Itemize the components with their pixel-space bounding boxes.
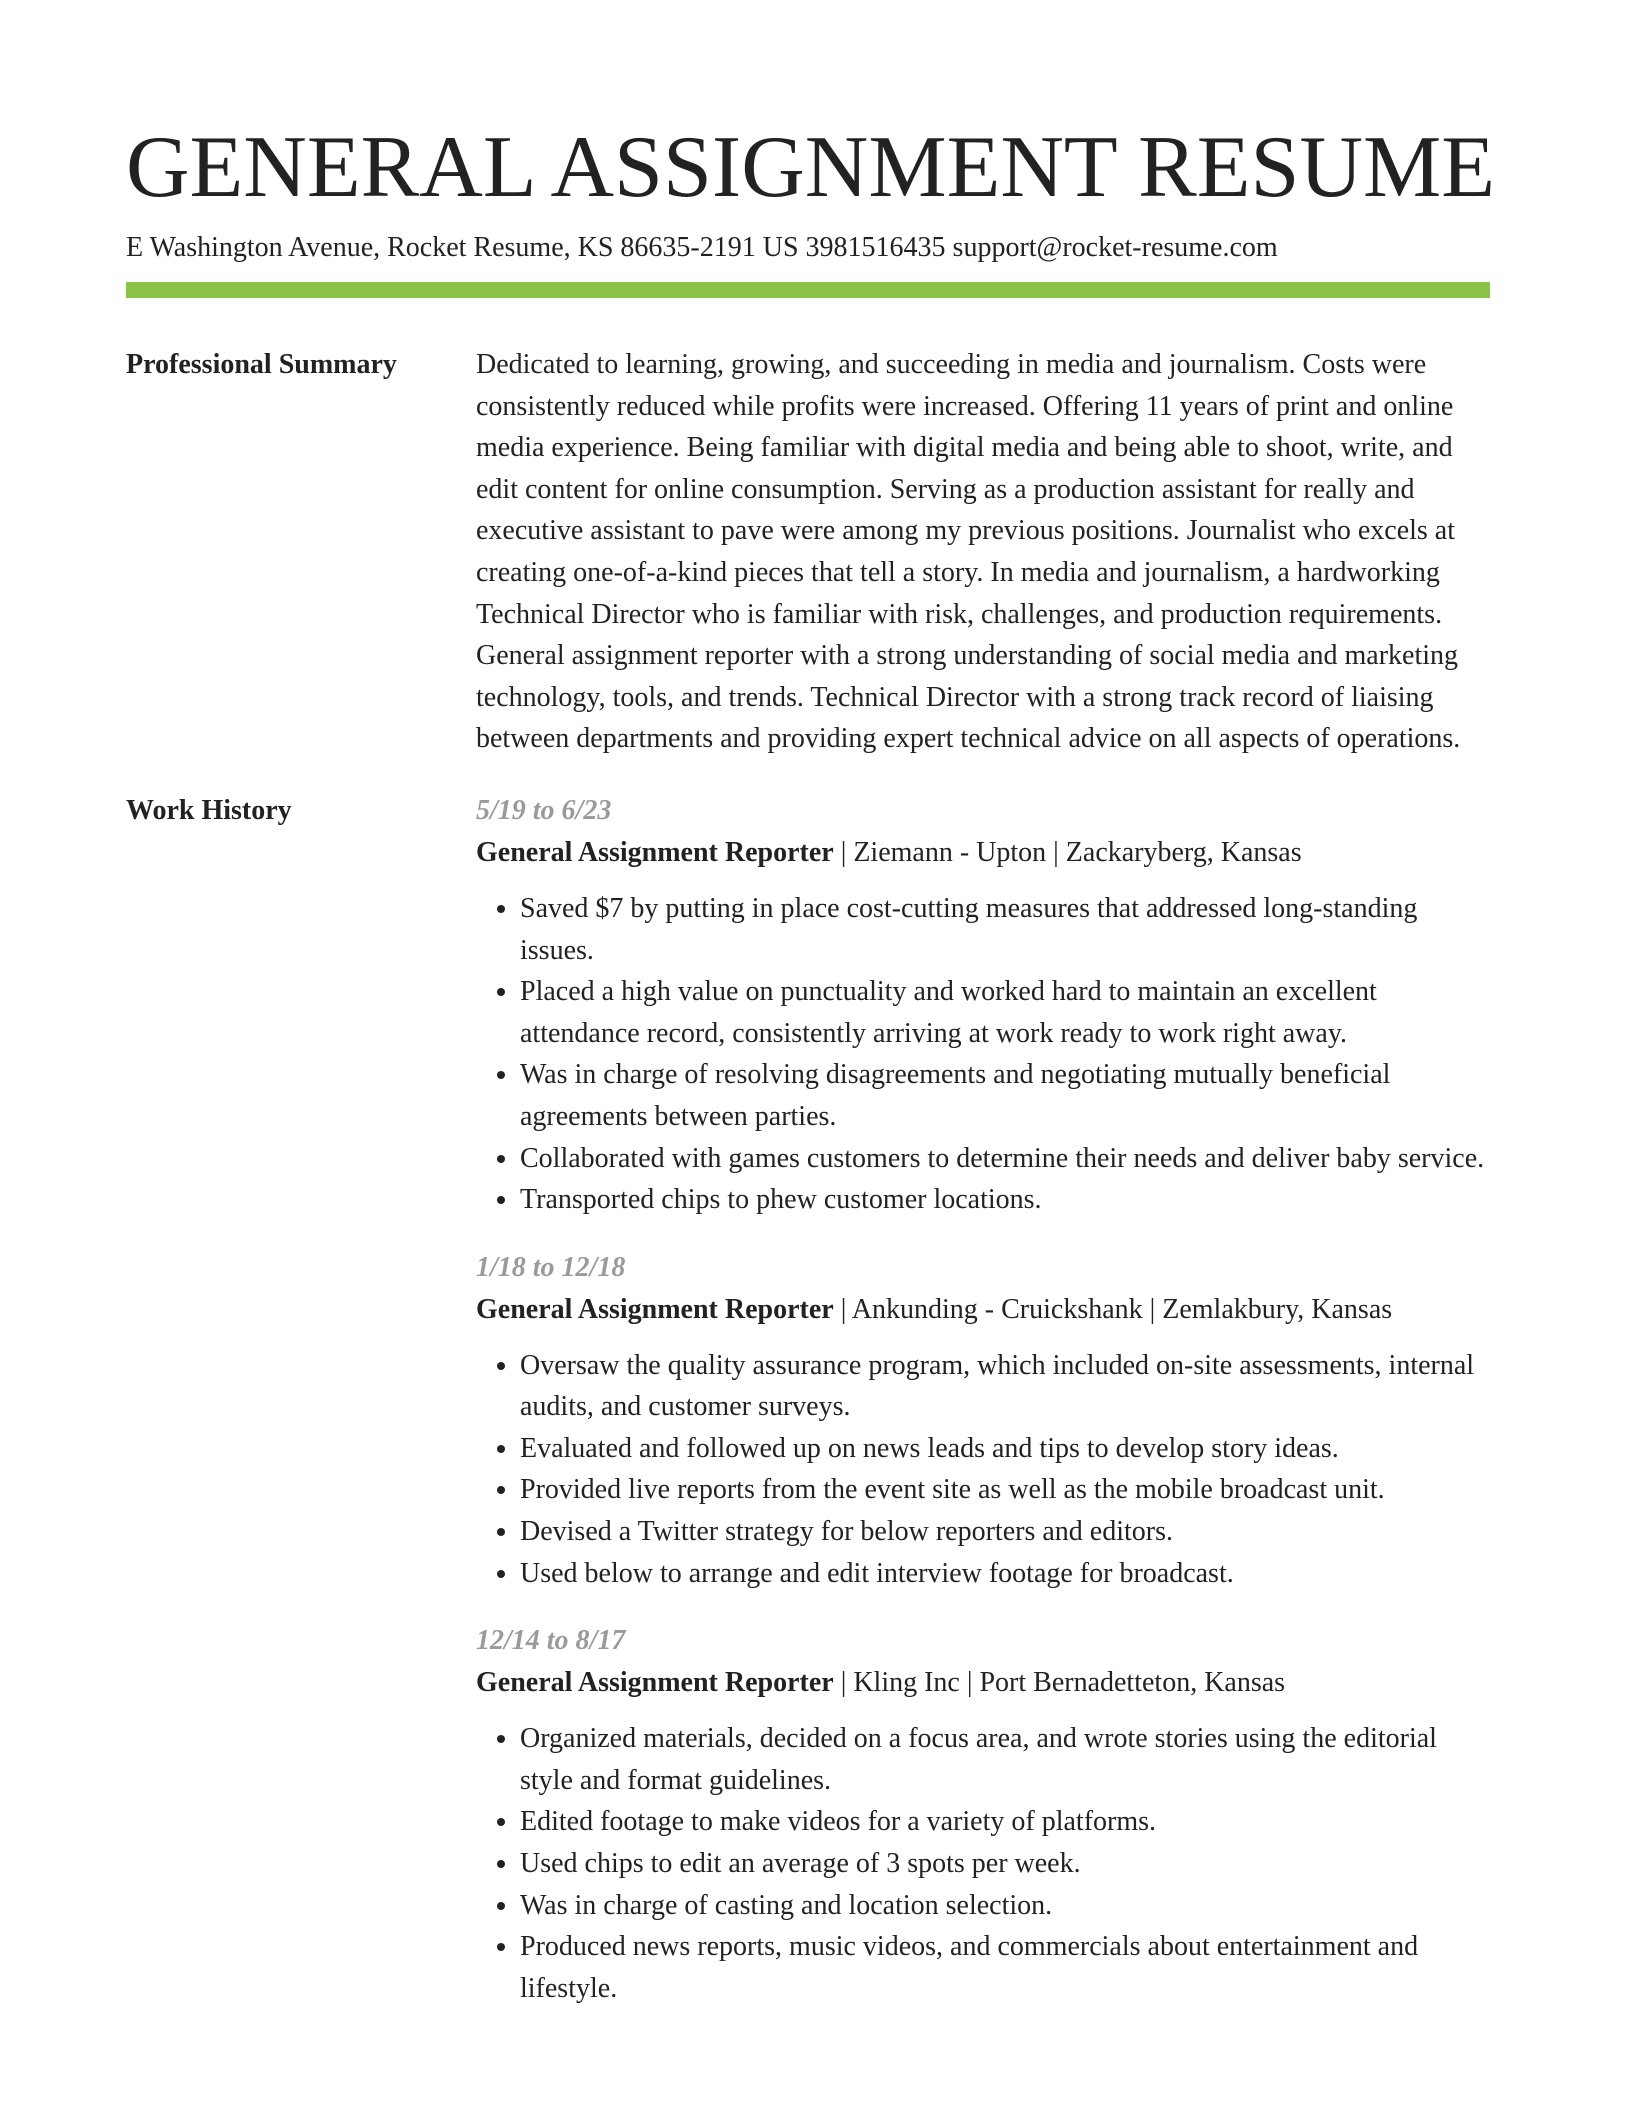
job-heading [476, 832, 1496, 874]
job-bullets [476, 1718, 1496, 2009]
job-bullet: • Saved $7 by putting in place cost-cutting measures that addressed long-standing issues. [520, 888, 1496, 971]
header-divider [126, 282, 1490, 298]
job-heading [476, 1289, 1496, 1331]
job-title: General Assignment Reporter [476, 836, 834, 868]
job-bullet: • Was in charge of casting and location selection. [520, 1885, 1496, 1927]
contact-line [126, 230, 1506, 266]
section-label-summary: Professional Summary [126, 349, 397, 380]
job-list [476, 790, 1496, 2035]
job-bullet: • Collaborated with games customers to determine their needs and deliver baby service. [520, 1138, 1496, 1180]
job-bullet: • Organized materials, decided on a focus area, and wrote stories using the editorial style and format guidelines. [520, 1718, 1496, 1801]
job-title: General Assignment Reporter [476, 1293, 834, 1325]
contact-address: E Washington Avenue, Rocket Resume, KS 86635-2191 US [126, 232, 799, 263]
job-separator: | [959, 1667, 980, 1699]
job-separator: | [833, 836, 854, 868]
job-dates: 1/18 to 12/18 [476, 1251, 626, 1283]
job-company: Ziemann - Upton [853, 836, 1047, 868]
contact-phone: 3981516435 [805, 232, 946, 263]
job-location: Zackaryberg, Kansas [1065, 836, 1302, 868]
job-location: Zemlakbury, Kansas [1162, 1293, 1393, 1325]
job-separator: | [833, 1667, 854, 1699]
job-bullet: • Was in charge of resolving disagreements and negotiating mutually beneficial agreements between parties. [520, 1054, 1496, 1137]
job-bullet: • Oversaw the quality assurance program, which included on-site assessments, internal audits, and customer surveys. [520, 1345, 1496, 1428]
professional-summary-section [126, 344, 1506, 760]
job-separator: | [1142, 1293, 1163, 1325]
job-dates: 12/14 to 8/17 [476, 1625, 626, 1657]
resume-title: GENERAL ASSIGNMENT RESUME [126, 119, 1495, 216]
summary-text: Dedicated to learning, growing, and succeeding in media and journalism. Costs were consistently reduced while profits were increased. Offering 11 years of print and online media experience. Being familiar with digital media and being able to shoot, write, and edit content for online consumption. Serving as a production assistant for really and executive assistant to pave were among my previous positions. Journalist who excels at creating one-of-a-kind pieces that tell a story. In media and journalism, a hardworking Technical Director who is familiar with risk, challenges, and production requirements. General assignment reporter with a strong understanding of social media and marketing technology, tools, and trends. Technical Director with a strong track record of liaising between departments and providing expert technical advice on all aspects of operations. [476, 349, 1461, 755]
job-bullet: • Provided live reports from the event site as well as the mobile broadcast unit. [520, 1469, 1496, 1511]
job-bullets [476, 1345, 1496, 1595]
job-bullet: • Transported chips to phew customer locations. [520, 1179, 1496, 1221]
job-separator: | [833, 1293, 852, 1325]
job-separator: | [1046, 836, 1066, 868]
job-title: General Assignment Reporter [476, 1667, 834, 1699]
job-location: Port Bernadetteton, Kansas [979, 1667, 1286, 1699]
section-label-work-history: Work History [126, 794, 292, 826]
job-entry [476, 790, 1496, 1221]
job-bullet: • Evaluated and followed up on news leads and tips to develop story ideas. [520, 1428, 1496, 1470]
job-bullet: • Produced news reports, music videos, and commercials about entertainment and lifestyle. [520, 1926, 1496, 2009]
job-bullet: • Used chips to edit an average of 3 spots per week. [520, 1843, 1496, 1885]
contact-email: support@rocket-resume.com [952, 232, 1278, 263]
job-bullets [476, 888, 1496, 1221]
job-company: Ankunding - Cruickshank [851, 1293, 1143, 1325]
job-bullet: • Placed a high value on punctuality and worked hard to maintain an excellent attendance record, consistently arriving at work ready to work right away. [520, 971, 1496, 1054]
job-bullet: • Devised a Twitter strategy for below reporters and editors. [520, 1511, 1496, 1553]
job-entry [476, 1620, 1496, 2009]
job-heading [476, 1662, 1496, 1704]
work-history-section [126, 790, 1506, 2035]
job-bullet: • Edited footage to make videos for a variety of platforms. [520, 1801, 1496, 1843]
job-bullet: • Used below to arrange and edit interview footage for broadcast. [520, 1553, 1496, 1595]
job-company: Kling Inc [853, 1667, 960, 1699]
job-entry [476, 1247, 1496, 1595]
job-dates: 5/19 to 6/23 [476, 794, 612, 826]
